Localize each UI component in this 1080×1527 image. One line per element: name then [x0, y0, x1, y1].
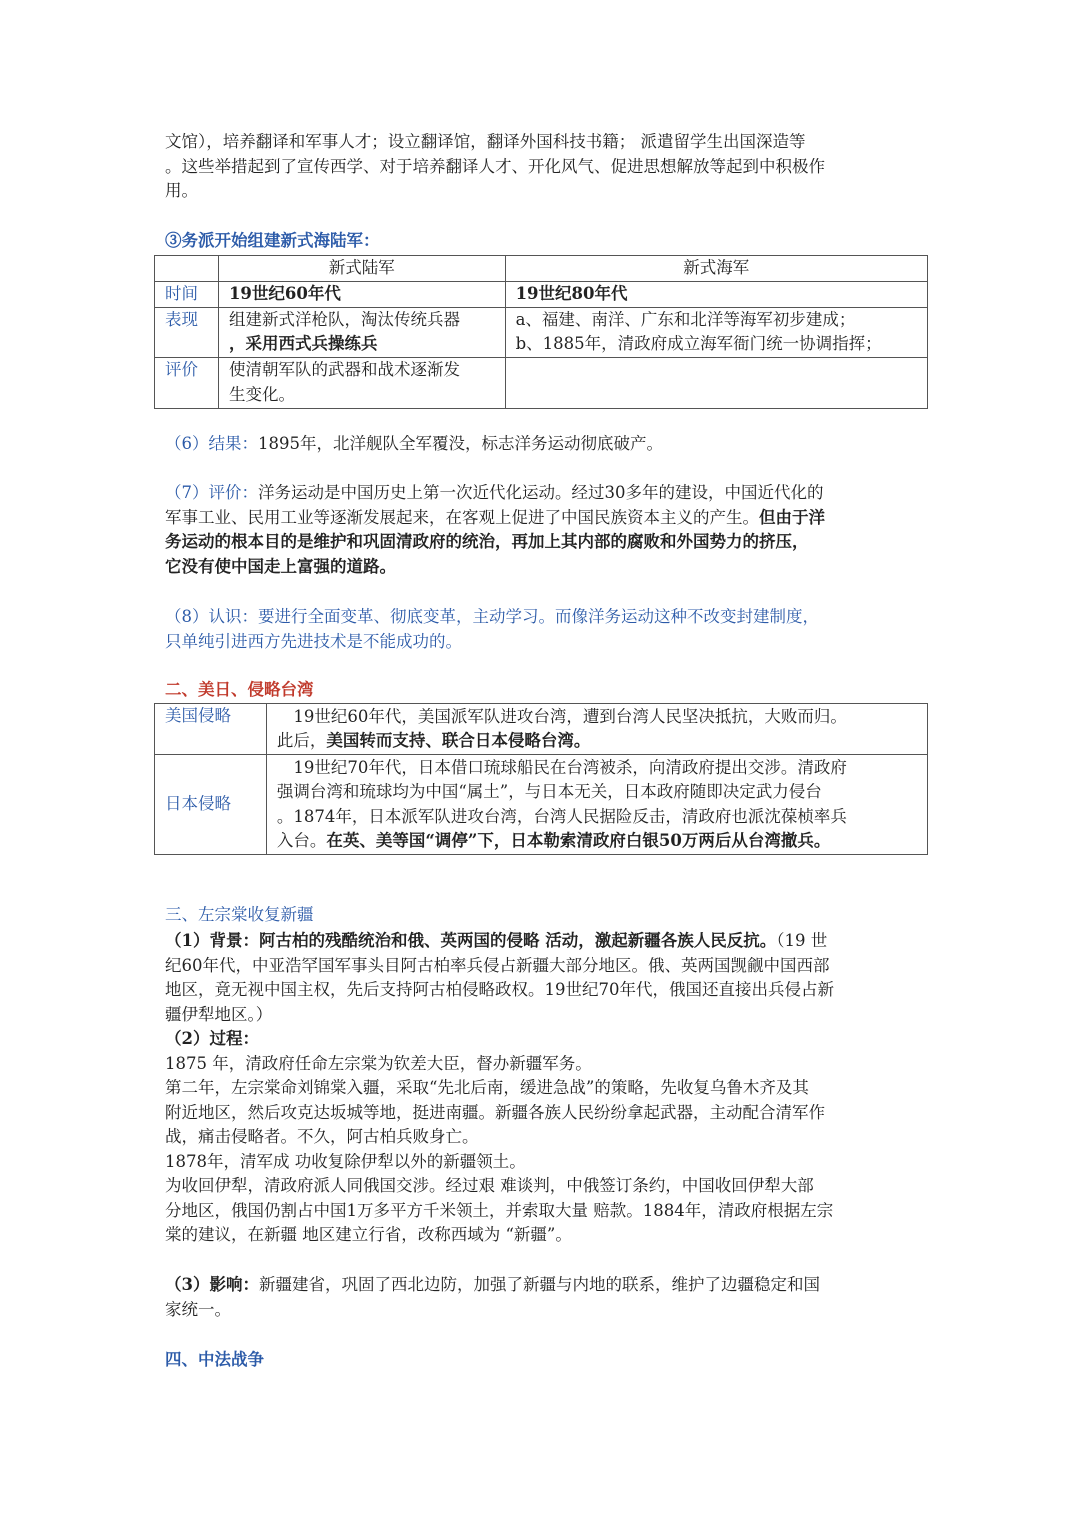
army-cell: 使清朝军队的武器和战术逐渐发 生变化。	[218, 357, 505, 408]
sino-french-heading: 四、中法战争	[165, 1350, 264, 1369]
intro-line-3: 用。	[165, 181, 198, 200]
evaluation-paragraph: （7）评价：洋务运动是中国历史上第一次近代化运动。经过30多年的建设，中国近代化的 军事工业、民用工业等逐渐发展起来，在客观上促进了中国民族资本主义的产生。但由于洋 务运动的根本目的是维护和巩固清政府的统治，再加上其内部的腐败和外国势力的挤压， 它没有使中国走上富强的道路。	[165, 483, 825, 576]
us-label: 美国侵略	[155, 704, 267, 755]
us-cell: 19世纪60年代，美国派军队进攻台湾，遭到台湾人民坚决抵抗，大败而归。 此后，美国转而支持、联合日本侵略台湾。	[266, 704, 927, 755]
xinjiang-background: （1）背景：阿古柏的残酷统治和俄、英两国的侵略 活动，激起新疆各族人民反抗。（19 世 纪60年代，中亚浩罕国军事头目阿古柏率兵侵占新疆大部分地区。俄、英两国觊觎中国西部 地区，竟无视中国主权，先后支持阿古柏侵略政权。19世纪70年代，俄国还直接出兵侵占新 疆伊犁地区。）	[165, 931, 834, 1024]
military-heading: ③务派开始组建新式海陆军：	[165, 231, 380, 250]
table-row	[155, 282, 928, 308]
understanding-paragraph: （8）认识：要进行全面变革、彻底变革，主动学习。而像洋务运动这种不改变封建制度， 只单纯引进西方先进技术是不能成功的。	[165, 607, 819, 651]
intro-paragraph	[165, 130, 917, 204]
navy-cell	[505, 357, 927, 408]
table-row	[155, 755, 928, 855]
xinjiang-impact: （3）影响：新疆建省，巩固了西北边防，加强了新疆与内地的联系，维护了边疆稳定和国 家统一。	[165, 1275, 820, 1319]
intro-line-2: 。这些举措起到了宣传西学、对于培养翻译人才、开化风气、促进思想解放等起到中积极作	[165, 156, 825, 176]
xinjiang-process: （2）过程： 1875 年，清政府任命左宗棠为钦差大臣，督办新疆军务。 第二年，左宗棠命刘锦棠入疆，采取“先北后南，缓进急战”的策略，先收复乌鲁木齐及其 附近地区，然后攻克达坂城等地，挺进南疆。新疆各族人民纷纷拿起武器，主动配合清军作 战，痛击侵略者。不久，阿古柏兵败身亡。 1878年，清军成 功收复除伊犁以外的新疆领土。 为收回伊犁，清政府派人同俄国交涉。经过艰 难谈判，中俄签订条约，中国收回伊犁大部 分地区，俄国仍割占中国1万多平方千米领土，并索取大量 赔款。1884年，清政府根据左宗 棠的建议，在新疆 地区建立行省，改称西域为 “新疆”。	[165, 1029, 834, 1244]
xinjiang-heading: 三、左宗棠收复新疆	[165, 905, 314, 924]
navy-cell: 19世纪80年代	[505, 282, 927, 308]
jp-label: 日本侵略	[155, 755, 267, 855]
army-cell: 组建新式洋枪队，淘汰传统兵器 ，采用西式兵操练兵	[218, 307, 505, 357]
army-cell: 19世纪60年代	[218, 282, 505, 308]
result-paragraph: （6）结果：1895年，北洋舰队全军覆没，标志洋务运动彻底破产。	[165, 434, 663, 453]
navy-cell: a、福建、南洋、广东和北洋等海军初步建成； b、1885年，清政府成立海军衙门统一协调指挥；	[505, 307, 927, 357]
table-row	[155, 307, 928, 357]
col-navy: 新式海军	[505, 256, 927, 282]
military-table	[154, 255, 928, 409]
row-label: 评价	[155, 357, 219, 408]
row-label: 时间	[155, 282, 219, 308]
table-row	[155, 357, 928, 408]
taiwan-heading: 二、美日、侵略台湾	[165, 680, 314, 699]
col-army: 新式陆军	[218, 256, 505, 282]
taiwan-table	[154, 703, 928, 855]
jp-cell: 19世纪70年代，日本借口琉球船民在台湾被杀，向清政府提出交涉。清政府 强调台湾和琉球均为中国“属土”，与日本无关，日本政府随即决定武力侵台 。1874年，日本派军队进攻台湾，台湾人民据险反击，清政府也派沈葆桢率兵 入台。在英、美等国“调停”下，日本勒索清政府白银50万两后从台湾撤兵。	[266, 755, 927, 855]
table-row	[155, 704, 928, 755]
intro-line-1: 文馆），培养翻译和军事人才；设立翻译馆，翻译外国科技书籍； 派遣留学生出国深造等	[165, 132, 806, 151]
military-table-header	[155, 256, 928, 282]
row-label: 表现	[155, 307, 219, 357]
